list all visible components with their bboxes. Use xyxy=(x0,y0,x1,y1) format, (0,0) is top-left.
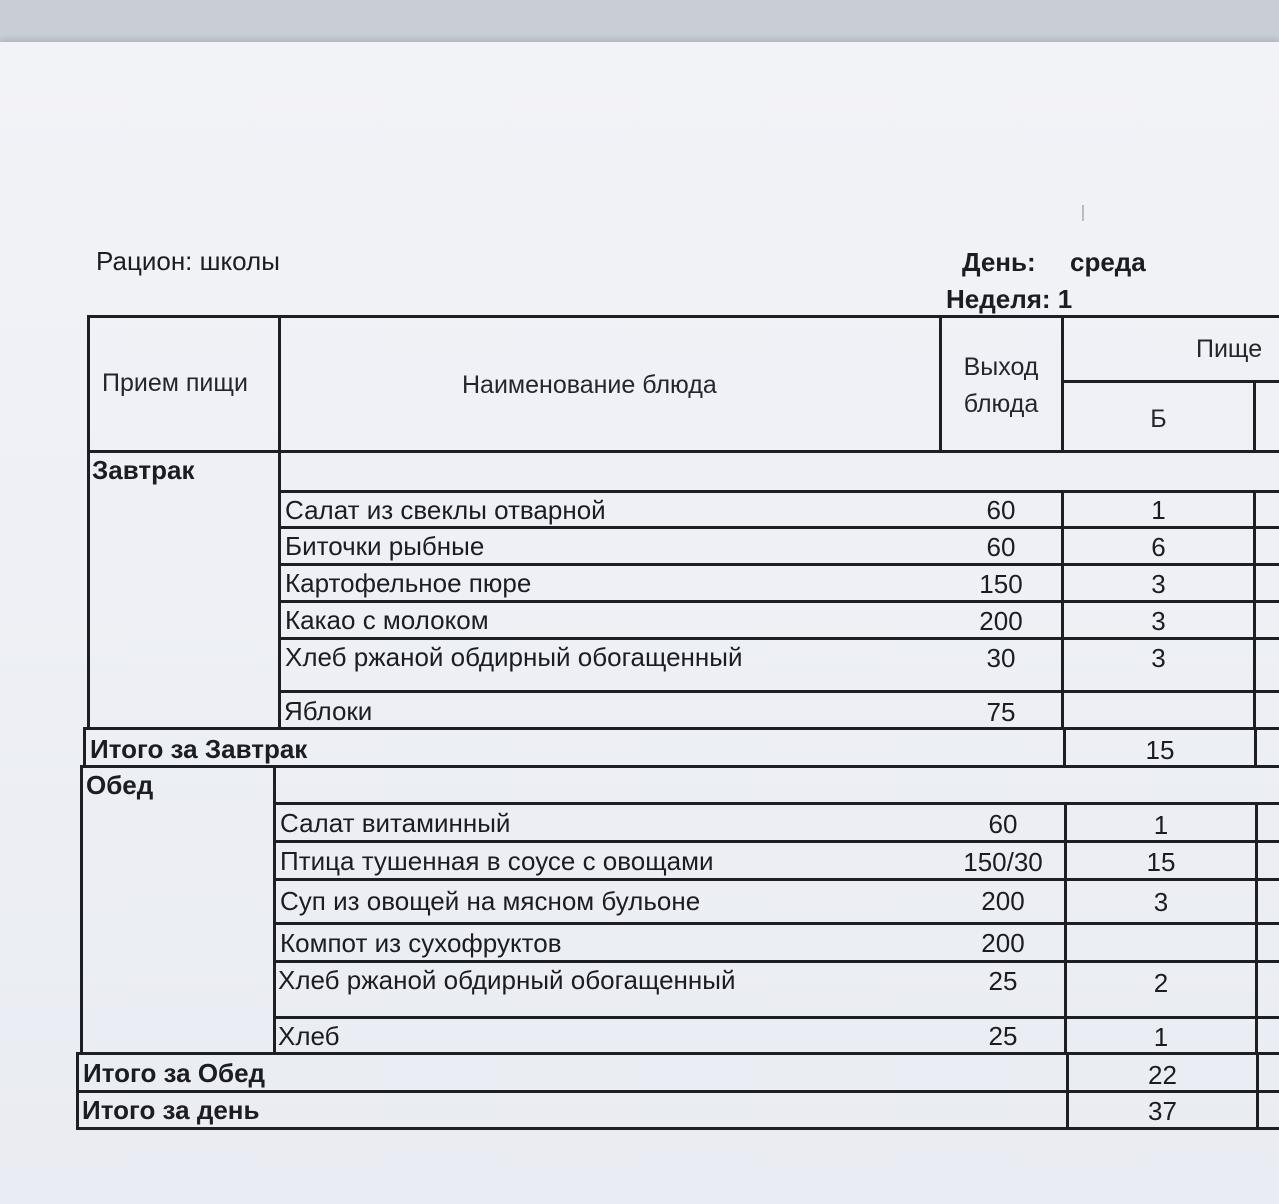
dish-yield: 60 xyxy=(986,495,1016,525)
dish-yield: 60 xyxy=(986,532,1016,562)
row-line xyxy=(274,960,1279,963)
dish-name: Хлеб xyxy=(278,1021,340,1051)
lunch-total-protein: 22 xyxy=(1148,1060,1177,1090)
meal-breakfast-title: Завтрак xyxy=(92,455,195,485)
dish-column-header: Наименование блюда xyxy=(462,371,717,399)
dish-protein: 15 xyxy=(1146,847,1176,877)
dish-name: Картофельное пюре xyxy=(285,568,532,598)
row-line xyxy=(84,727,1279,730)
dish-name: Птица тушенная в соусе с овощами xyxy=(280,846,714,876)
header-bottom-line xyxy=(87,450,1279,453)
protein-column-divider xyxy=(1253,490,1256,730)
row-line xyxy=(274,840,1279,843)
ration-label: Рацион: школы xyxy=(96,246,280,276)
dish-yield: 150/30 xyxy=(963,847,1043,877)
table-left-border xyxy=(83,727,86,767)
row-line xyxy=(274,802,1279,805)
day-total-protein: 37 xyxy=(1148,1096,1177,1126)
protein-column-header: Б xyxy=(1150,405,1167,433)
row-line xyxy=(274,1016,1279,1019)
dish-name: Суп из овощей на мясном бульоне xyxy=(280,886,701,916)
dish-yield: 25 xyxy=(988,1021,1018,1051)
dish-yield: 200 xyxy=(981,886,1025,916)
dish-yield: 75 xyxy=(986,697,1016,727)
row-line xyxy=(274,878,1279,881)
dish-protein: 1 xyxy=(1151,495,1166,525)
dish-yield: 60 xyxy=(988,809,1018,839)
row-line xyxy=(279,690,1279,693)
protein-column-divider xyxy=(1256,1052,1259,1130)
breakfast-total-protein: 15 xyxy=(1145,735,1175,765)
table-bottom-border xyxy=(76,1127,1279,1130)
dish-name: Компот из сухофруктов xyxy=(280,928,562,958)
table-top-border xyxy=(87,315,1279,318)
week-label: Неделя: 1 xyxy=(946,284,1073,314)
yield-column-header-line2: блюда xyxy=(963,390,1039,418)
meal-lunch-title: Обед xyxy=(86,770,154,800)
protein-column-divider xyxy=(1253,380,1256,453)
dish-yield: 25 xyxy=(988,966,1018,996)
dish-name: Салат витаминный xyxy=(280,808,511,838)
dish-name: Хлеб ржаной обдирный обогащенный xyxy=(278,965,736,995)
dish-name: Яблоки xyxy=(284,696,373,726)
row-line xyxy=(77,1090,1279,1093)
dish-yield: 200 xyxy=(979,606,1023,636)
meal-column-divider xyxy=(273,765,276,1055)
row-line xyxy=(274,922,1279,925)
table-left-border xyxy=(80,765,83,1055)
row-line xyxy=(279,563,1279,566)
day-label: День: xyxy=(962,247,1036,277)
day-total-label: Итого за день xyxy=(82,1095,260,1125)
dish-name: Биточки рыбные xyxy=(285,531,485,561)
row-line xyxy=(279,637,1279,640)
protein-column-divider xyxy=(1255,802,1258,1055)
table-left-border xyxy=(76,1052,79,1130)
yield-column-header-line1: Выход xyxy=(963,353,1039,381)
row-line xyxy=(78,1052,1279,1055)
lunch-total-label: Итого за Обед xyxy=(83,1058,266,1088)
row-line xyxy=(279,526,1279,529)
dish-protein: 3 xyxy=(1151,606,1166,636)
dish-name: Хлеб ржаной обдирный обогащенный xyxy=(285,642,743,672)
meal-column-header: Прием пищи xyxy=(102,369,248,397)
dish-protein: 3 xyxy=(1151,569,1166,599)
dish-protein: 6 xyxy=(1151,532,1166,562)
dish-yield: 200 xyxy=(981,928,1025,958)
dish-protein: 2 xyxy=(1153,968,1169,998)
nutrition-column-header: Пище xyxy=(1196,335,1263,363)
dish-name: Какао с молоком xyxy=(285,605,489,635)
breakfast-total-label: Итого за Завтрак xyxy=(90,734,308,764)
dish-protein: 1 xyxy=(1153,810,1169,840)
dish-protein: 1 xyxy=(1153,1022,1169,1052)
row-line xyxy=(82,765,1279,768)
dish-yield: 150 xyxy=(979,569,1023,599)
table-left-border xyxy=(87,315,90,730)
day-value: среда xyxy=(1070,247,1146,277)
dish-protein: 3 xyxy=(1151,643,1166,673)
dish-name: Салат из свеклы отварной xyxy=(285,495,606,525)
dish-yield: 30 xyxy=(986,643,1016,673)
row-line xyxy=(279,490,1279,493)
yield-column-divider xyxy=(939,315,942,453)
row-line xyxy=(279,600,1279,603)
dish-protein: 3 xyxy=(1153,887,1169,917)
protein-column-divider xyxy=(1254,727,1257,767)
meal-column-divider xyxy=(278,315,281,730)
nutrition-subheader-line xyxy=(1062,380,1279,383)
